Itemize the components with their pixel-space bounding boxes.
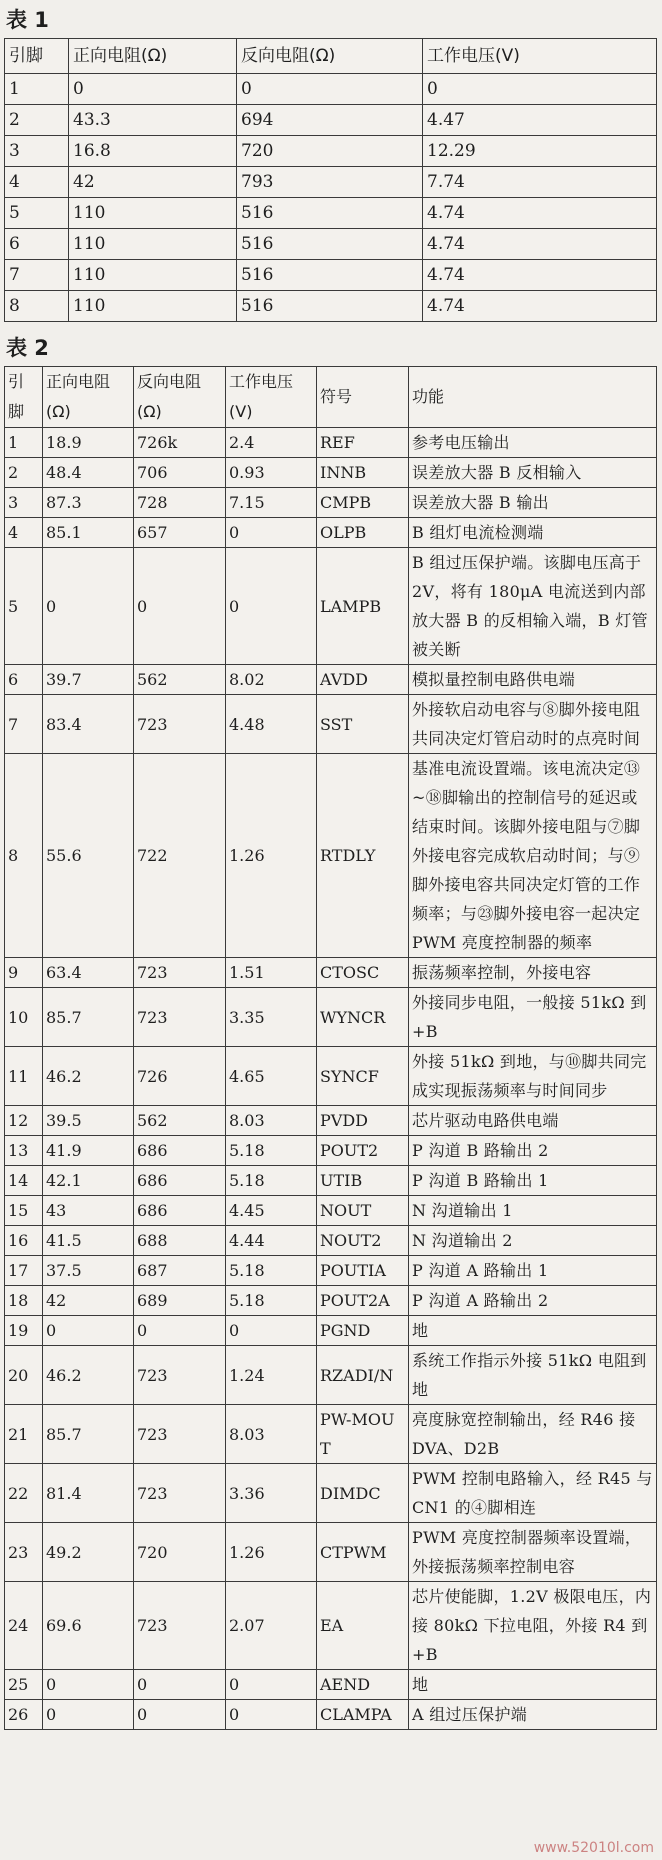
- column-header: 工作电压(V): [226, 367, 317, 428]
- table-cell: PWM 控制电路输入，经 R45 与 CN1 的④脚相连: [409, 1464, 657, 1523]
- table-row: [5, 1286, 657, 1316]
- table-cell: 85.7: [43, 1405, 134, 1464]
- table-cell: SST: [317, 695, 409, 754]
- table-cell: RTDLY: [317, 754, 409, 958]
- table-row: [5, 1106, 657, 1136]
- table-cell: PVDD: [317, 1106, 409, 1136]
- table-cell: 0: [226, 1700, 317, 1730]
- table-cell: 81.4: [43, 1464, 134, 1523]
- table-cell: 723: [134, 1582, 226, 1670]
- table-cell: 49.2: [43, 1523, 134, 1582]
- table-cell: 562: [134, 665, 226, 695]
- table-cell: 参考电压输出: [409, 428, 657, 458]
- table-cell: CLAMPA: [317, 1700, 409, 1730]
- table-cell: 110: [69, 291, 237, 322]
- table-cell: 39.5: [43, 1106, 134, 1136]
- table-cell: 0: [134, 1316, 226, 1346]
- table-cell: 0: [226, 1670, 317, 1700]
- table-cell: 42: [43, 1286, 134, 1316]
- table-cell: 16.8: [69, 136, 237, 167]
- table-cell: CTOSC: [317, 958, 409, 988]
- table-row: [5, 291, 657, 322]
- table-cell: 6: [5, 229, 69, 260]
- table-cell: 0: [69, 74, 237, 105]
- table-row: [5, 1700, 657, 1730]
- table-cell: 562: [134, 1106, 226, 1136]
- table-cell: 43: [43, 1196, 134, 1226]
- table-cell: 4.74: [423, 229, 657, 260]
- table-cell: 688: [134, 1226, 226, 1256]
- table-cell: 42.1: [43, 1166, 134, 1196]
- table-cell: 24: [5, 1582, 43, 1670]
- table-cell: 1.26: [226, 754, 317, 958]
- table-cell: 9: [5, 958, 43, 988]
- table-row: [5, 665, 657, 695]
- header-row: [5, 39, 657, 74]
- column-header: 正向电阻(Ω): [43, 367, 134, 428]
- table-cell: 模拟量控制电路供电端: [409, 665, 657, 695]
- table-cell: 4.47: [423, 105, 657, 136]
- table-cell: 4: [5, 518, 43, 548]
- table-cell: 39.7: [43, 665, 134, 695]
- table-cell: 芯片使能脚，1.2V 极限电压，内接 80kΩ 下拉电阻，外接 R4 到+B: [409, 1582, 657, 1670]
- table-row: [5, 1256, 657, 1286]
- column-header: 反向电阻(Ω): [134, 367, 226, 428]
- table-row: [5, 167, 657, 198]
- table-cell: 657: [134, 518, 226, 548]
- table-cell: EA: [317, 1582, 409, 1670]
- table-cell: POUT2A: [317, 1286, 409, 1316]
- table-cell: 0: [226, 1316, 317, 1346]
- column-header: 引脚: [5, 39, 69, 74]
- table-cell: RZADI/N: [317, 1346, 409, 1405]
- table-row: [5, 1226, 657, 1256]
- table-row: [5, 1346, 657, 1405]
- table-cell: WYNCR: [317, 988, 409, 1047]
- table-cell: 37.5: [43, 1256, 134, 1286]
- table-cell: PGND: [317, 1316, 409, 1346]
- table-cell: REF: [317, 428, 409, 458]
- table-cell: 686: [134, 1136, 226, 1166]
- table-cell: 46.2: [43, 1047, 134, 1106]
- table-row: [5, 754, 657, 958]
- table-cell: 21: [5, 1405, 43, 1464]
- table-cell: POUT2: [317, 1136, 409, 1166]
- table-row: [5, 988, 657, 1047]
- table-cell: 7: [5, 695, 43, 754]
- table-cell: LAMPB: [317, 548, 409, 665]
- table-cell: 7.15: [226, 488, 317, 518]
- table-cell: 0: [43, 1670, 134, 1700]
- table-row: [5, 198, 657, 229]
- table-cell: 外接 51kΩ 到地，与⑩脚共同完成实现振荡频率与时间同步: [409, 1047, 657, 1106]
- table-cell: 41.9: [43, 1136, 134, 1166]
- table-cell: P 沟道 B 路输出 1: [409, 1166, 657, 1196]
- table-cell: 系统工作指示外接 51kΩ 电阻到地: [409, 1346, 657, 1405]
- table-cell: B 组过压保护端。该脚电压高于 2V，将有 180μA 电流送到内部放大器 B 的反相输入端，B 灯管被关断: [409, 548, 657, 665]
- table-cell: 5.18: [226, 1136, 317, 1166]
- table-cell: A 组过压保护端: [409, 1700, 657, 1730]
- table-cell: 3.35: [226, 988, 317, 1047]
- column-header: 反向电阻(Ω): [237, 39, 423, 74]
- table-cell: 63.4: [43, 958, 134, 988]
- table-row: [5, 1196, 657, 1226]
- table-cell: 793: [237, 167, 423, 198]
- table-cell: 43.3: [69, 105, 237, 136]
- table-cell: 5.18: [226, 1286, 317, 1316]
- table-cell: 误差放大器 B 输出: [409, 488, 657, 518]
- table-cell: 7.74: [423, 167, 657, 198]
- table-row: [5, 105, 657, 136]
- table-cell: 720: [134, 1523, 226, 1582]
- table-cell: 22: [5, 1464, 43, 1523]
- table-cell: 706: [134, 458, 226, 488]
- table-cell: POUTIA: [317, 1256, 409, 1286]
- table-row: [5, 428, 657, 458]
- table-cell: 误差放大器 B 反相输入: [409, 458, 657, 488]
- table-cell: 516: [237, 198, 423, 229]
- pin-function-table-2: [4, 366, 657, 1730]
- column-header: 符号: [317, 367, 409, 428]
- table-cell: 48.4: [43, 458, 134, 488]
- table-cell: 686: [134, 1196, 226, 1226]
- table-cell: 0: [423, 74, 657, 105]
- table-cell: 1: [5, 74, 69, 105]
- table-cell: 1.24: [226, 1346, 317, 1405]
- table-row: [5, 1166, 657, 1196]
- table-cell: 723: [134, 988, 226, 1047]
- table-cell: 689: [134, 1286, 226, 1316]
- table-row: [5, 74, 657, 105]
- table-cell: 1.26: [226, 1523, 317, 1582]
- column-header: 引脚: [5, 367, 43, 428]
- table-cell: 41.5: [43, 1226, 134, 1256]
- table-cell: 723: [134, 958, 226, 988]
- table-cell: 10: [5, 988, 43, 1047]
- table-row: [5, 229, 657, 260]
- table2-caption: 表 2: [6, 336, 49, 360]
- table-cell: 516: [237, 260, 423, 291]
- table-cell: AEND: [317, 1670, 409, 1700]
- table-row: [5, 458, 657, 488]
- table-row: [5, 958, 657, 988]
- table-cell: AVDD: [317, 665, 409, 695]
- table-cell: 1: [5, 428, 43, 458]
- table-cell: 4.44: [226, 1226, 317, 1256]
- table-cell: 0: [226, 548, 317, 665]
- table-cell: 4.74: [423, 291, 657, 322]
- table-cell: 3: [5, 136, 69, 167]
- table-cell: 723: [134, 1464, 226, 1523]
- table-cell: 85.1: [43, 518, 134, 548]
- table-cell: 110: [69, 260, 237, 291]
- site-watermark: www.52010l.com: [533, 1840, 654, 1856]
- table-cell: NOUT: [317, 1196, 409, 1226]
- column-header: 工作电压(V): [423, 39, 657, 74]
- table-cell: N 沟道输出 2: [409, 1226, 657, 1256]
- table-cell: 2.4: [226, 428, 317, 458]
- table-cell: 69.6: [43, 1582, 134, 1670]
- table-cell: 5: [5, 198, 69, 229]
- table-cell: 4.65: [226, 1047, 317, 1106]
- table-cell: 8.03: [226, 1405, 317, 1464]
- table-cell: P 沟道 B 路输出 2: [409, 1136, 657, 1166]
- table-cell: DIMDC: [317, 1464, 409, 1523]
- table-cell: 4.45: [226, 1196, 317, 1226]
- table-cell: 15: [5, 1196, 43, 1226]
- table-cell: 723: [134, 1405, 226, 1464]
- table-row: [5, 488, 657, 518]
- pin-resistance-table-1: [4, 38, 657, 322]
- table-cell: 110: [69, 229, 237, 260]
- table-cell: 0: [226, 518, 317, 548]
- table-cell: 2.07: [226, 1582, 317, 1670]
- table-row: [5, 1136, 657, 1166]
- column-header: 正向电阻(Ω): [69, 39, 237, 74]
- table-cell: 基准电流设置端。该电流决定⑬~⑱脚输出的控制信号的延迟或结束时间。该脚外接电阻与⑦脚外接电容完成软启动时间；与⑨脚外接电容共同决定灯管的工作频率；与㉓脚外接电容一起决定 PWM 亮度控制器的频率: [409, 754, 657, 958]
- table-cell: 0: [237, 74, 423, 105]
- table-cell: N 沟道输出 1: [409, 1196, 657, 1226]
- table-cell: 110: [69, 198, 237, 229]
- table-cell: 26: [5, 1700, 43, 1730]
- table-cell: 516: [237, 291, 423, 322]
- table-cell: 25: [5, 1670, 43, 1700]
- table-cell: 686: [134, 1166, 226, 1196]
- table-cell: 振荡频率控制，外接电容: [409, 958, 657, 988]
- table-cell: 7: [5, 260, 69, 291]
- table-row: [5, 548, 657, 665]
- table-cell: 42: [69, 167, 237, 198]
- table-cell: 4.48: [226, 695, 317, 754]
- table-cell: PWM 亮度控制器频率设置端，外接振荡频率控制电容: [409, 1523, 657, 1582]
- table-cell: 2: [5, 458, 43, 488]
- table-cell: 6: [5, 665, 43, 695]
- table-row: [5, 1047, 657, 1106]
- table-cell: 外接软启动电容与⑧脚外接电阻共同决定灯管启动时的点亮时间: [409, 695, 657, 754]
- table1-caption: 表 1: [6, 8, 49, 32]
- table-cell: PW-MOUT: [317, 1405, 409, 1464]
- table-cell: 4.74: [423, 260, 657, 291]
- table-row: [5, 1523, 657, 1582]
- table-cell: CMPB: [317, 488, 409, 518]
- table-cell: 728: [134, 488, 226, 518]
- table-cell: 8.03: [226, 1106, 317, 1136]
- table-cell: 0: [43, 1316, 134, 1346]
- table-cell: 8: [5, 754, 43, 958]
- table-cell: 12.29: [423, 136, 657, 167]
- table-cell: 720: [237, 136, 423, 167]
- column-header: 功能: [409, 367, 657, 428]
- table-cell: NOUT2: [317, 1226, 409, 1256]
- table-cell: 0: [43, 1700, 134, 1730]
- table-cell: 地: [409, 1316, 657, 1346]
- table-row: [5, 136, 657, 167]
- table-cell: 83.4: [43, 695, 134, 754]
- table-cell: 85.7: [43, 988, 134, 1047]
- table-cell: 5.18: [226, 1256, 317, 1286]
- table-cell: 0: [43, 548, 134, 665]
- table-cell: 18.9: [43, 428, 134, 458]
- table-cell: 18: [5, 1286, 43, 1316]
- table-cell: 23: [5, 1523, 43, 1582]
- table-cell: 8.02: [226, 665, 317, 695]
- table-cell: 8: [5, 291, 69, 322]
- table-cell: 5: [5, 548, 43, 665]
- table-cell: 3: [5, 488, 43, 518]
- table-cell: 2: [5, 105, 69, 136]
- table-cell: 55.6: [43, 754, 134, 958]
- table-cell: 5.18: [226, 1166, 317, 1196]
- table-cell: 11: [5, 1047, 43, 1106]
- table-cell: UTIB: [317, 1166, 409, 1196]
- table-cell: 46.2: [43, 1346, 134, 1405]
- table-cell: 13: [5, 1136, 43, 1166]
- table-cell: 17: [5, 1256, 43, 1286]
- table-cell: 687: [134, 1256, 226, 1286]
- table-cell: SYNCF: [317, 1047, 409, 1106]
- table-cell: 0: [134, 1700, 226, 1730]
- table-cell: 亮度脉宽控制输出，经 R46 接 DVA、D2B: [409, 1405, 657, 1464]
- table-cell: 14: [5, 1166, 43, 1196]
- header-row: [5, 367, 657, 428]
- table-cell: 722: [134, 754, 226, 958]
- table-cell: 芯片驱动电路供电端: [409, 1106, 657, 1136]
- table-row: [5, 518, 657, 548]
- table-row: [5, 1464, 657, 1523]
- table-cell: 4: [5, 167, 69, 198]
- table-cell: 3.36: [226, 1464, 317, 1523]
- table-cell: 4.74: [423, 198, 657, 229]
- table-cell: 0: [134, 1670, 226, 1700]
- table-cell: 87.3: [43, 488, 134, 518]
- table-cell: CTPWM: [317, 1523, 409, 1582]
- table-cell: 0.93: [226, 458, 317, 488]
- table-cell: 726k: [134, 428, 226, 458]
- table-row: [5, 260, 657, 291]
- table-cell: B 组灯电流检测端: [409, 518, 657, 548]
- table-cell: P 沟道 A 路输出 1: [409, 1256, 657, 1286]
- table-cell: INNB: [317, 458, 409, 488]
- table-cell: 外接同步电阻，一般接 51kΩ 到+B: [409, 988, 657, 1047]
- table-cell: 20: [5, 1346, 43, 1405]
- table-cell: 694: [237, 105, 423, 136]
- table-row: [5, 1582, 657, 1670]
- table-cell: 723: [134, 1346, 226, 1405]
- table-cell: 726: [134, 1047, 226, 1106]
- table-row: [5, 695, 657, 754]
- table-cell: 0: [134, 548, 226, 665]
- table-cell: P 沟道 A 路输出 2: [409, 1286, 657, 1316]
- table-cell: 地: [409, 1670, 657, 1700]
- table-cell: OLPB: [317, 518, 409, 548]
- table-cell: 12: [5, 1106, 43, 1136]
- table-row: [5, 1670, 657, 1700]
- table-cell: 516: [237, 229, 423, 260]
- table-row: [5, 1316, 657, 1346]
- table-row: [5, 1405, 657, 1464]
- table-cell: 16: [5, 1226, 43, 1256]
- table-cell: 1.51: [226, 958, 317, 988]
- table-cell: 19: [5, 1316, 43, 1346]
- table-cell: 723: [134, 695, 226, 754]
